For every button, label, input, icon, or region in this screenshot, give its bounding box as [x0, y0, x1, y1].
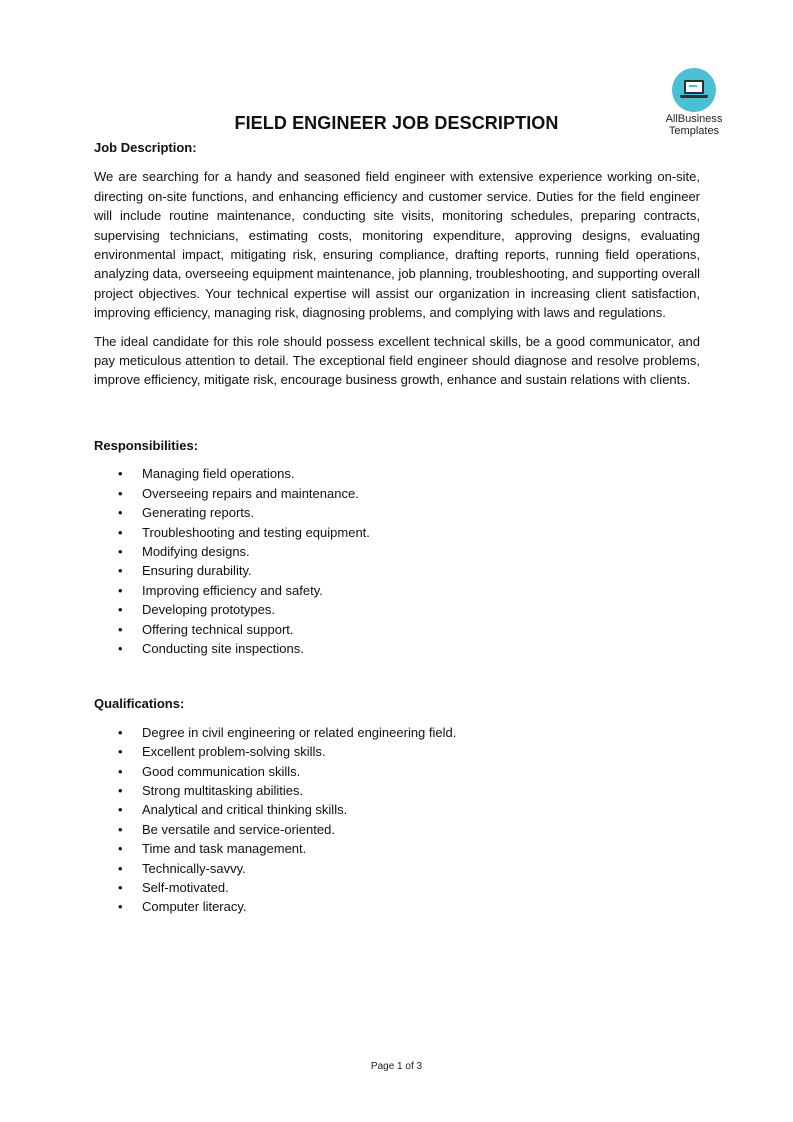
bullet: •: [118, 763, 123, 779]
bullet: •: [118, 466, 123, 482]
bullet: •: [118, 543, 123, 559]
list-item: • Overseeing repairs and maintenance.: [94, 484, 700, 503]
bullet: •: [118, 782, 123, 798]
list-item: • Improving efficiency and safety.: [94, 581, 700, 600]
list-item: • Degree in civil engineering or related engineering field.: [94, 723, 700, 742]
list-item: • Managing field operations.: [94, 464, 700, 483]
bullet: •: [118, 485, 123, 501]
bullet: •: [118, 821, 123, 837]
logo-line-2: Templates: [668, 125, 720, 137]
bullet: •: [118, 621, 123, 637]
qualifications-heading: Qualifications:: [94, 696, 185, 712]
job-description-paragraph-1: We are searching for a handy and seasoned field engineer with extensive experience working on-site, directing on-site functions, and enhancing efficiency and customer service. Duties for the field engineer will include routine maintenance, conducting site visits, monitoring schedules, preparing contracts, supervising technicians, estimating costs, monitoring expenditure, approving designs, evaluating environmental impact, mitigating risk, ensuring compliance, drafting reports, running field operations, analyzing data, overseeing equipment maintenance, job planning, troubleshooting, and supporting overall project objectives. Your technical expertise will assist our organization in increasing client satisfaction, improving efficiency, managing risk, diagnosing problems, and complying with laws and regulations.: [94, 169, 700, 321]
job-description-paragraph-2: The ideal candidate for this role should possess excellent technical skills, be a good communicator, and pay meticulous attention to detail. The exceptional field engineer should diagnose and resolve problems, improve efficiency, mitigate risk, encourage business growth, enhance and sustain relations with clients.: [94, 333, 700, 388]
bullet: •: [118, 860, 123, 876]
bullet: •: [118, 640, 123, 656]
list-item: • Good communication skills.: [94, 762, 700, 781]
list-item: • Offering technical support.: [94, 620, 700, 639]
list-item: • Ensuring durability.: [94, 561, 700, 580]
bullet: •: [118, 602, 123, 618]
list-item: • Time and task management.: [94, 839, 700, 858]
list-item: • Generating reports.: [94, 503, 700, 522]
list-item: • Modifying designs.: [94, 542, 700, 561]
list-item: • Analytical and critical thinking skills.: [94, 800, 700, 819]
logo-line-1: AllBusiness: [665, 113, 723, 125]
bullet: •: [118, 880, 123, 895]
list-item: • Troubleshooting and testing equipment.: [94, 523, 700, 542]
page-number: Page 1 of 3: [370, 1061, 423, 1072]
laptop-icon: [672, 68, 716, 112]
bullet: •: [118, 524, 123, 540]
list-item: • Technically-savvy.: [94, 859, 700, 878]
responsibilities-list: [94, 464, 700, 658]
bullet: •: [118, 802, 123, 818]
responsibilities-heading: Responsibilities:: [94, 437, 199, 453]
bullet: •: [118, 582, 123, 598]
list-item: • Conducting site inspections.: [94, 639, 700, 658]
bullet: •: [118, 744, 123, 760]
bullet: •: [118, 899, 123, 915]
bullet: •: [118, 841, 123, 857]
list-item: • Excellent problem-solving skills.: [94, 742, 700, 761]
bullet: •: [118, 563, 123, 579]
list-item: • Be versatile and service-oriented.: [94, 820, 700, 839]
document-title: FIELD ENGINEER JOB DESCRIPTION: [234, 113, 559, 133]
bullet: •: [118, 505, 123, 521]
list-item: • Developing prototypes.: [94, 600, 700, 619]
list-item: • Strong multitasking abilities.: [94, 781, 700, 800]
job-description-heading: Job Description:: [94, 140, 197, 155]
bullet: •: [118, 724, 123, 740]
list-item: • Computer literacy.: [94, 897, 700, 916]
qualifications-list: [94, 723, 700, 917]
list-item: • Self-motivated.: [94, 878, 700, 897]
document-body: [94, 138, 700, 917]
